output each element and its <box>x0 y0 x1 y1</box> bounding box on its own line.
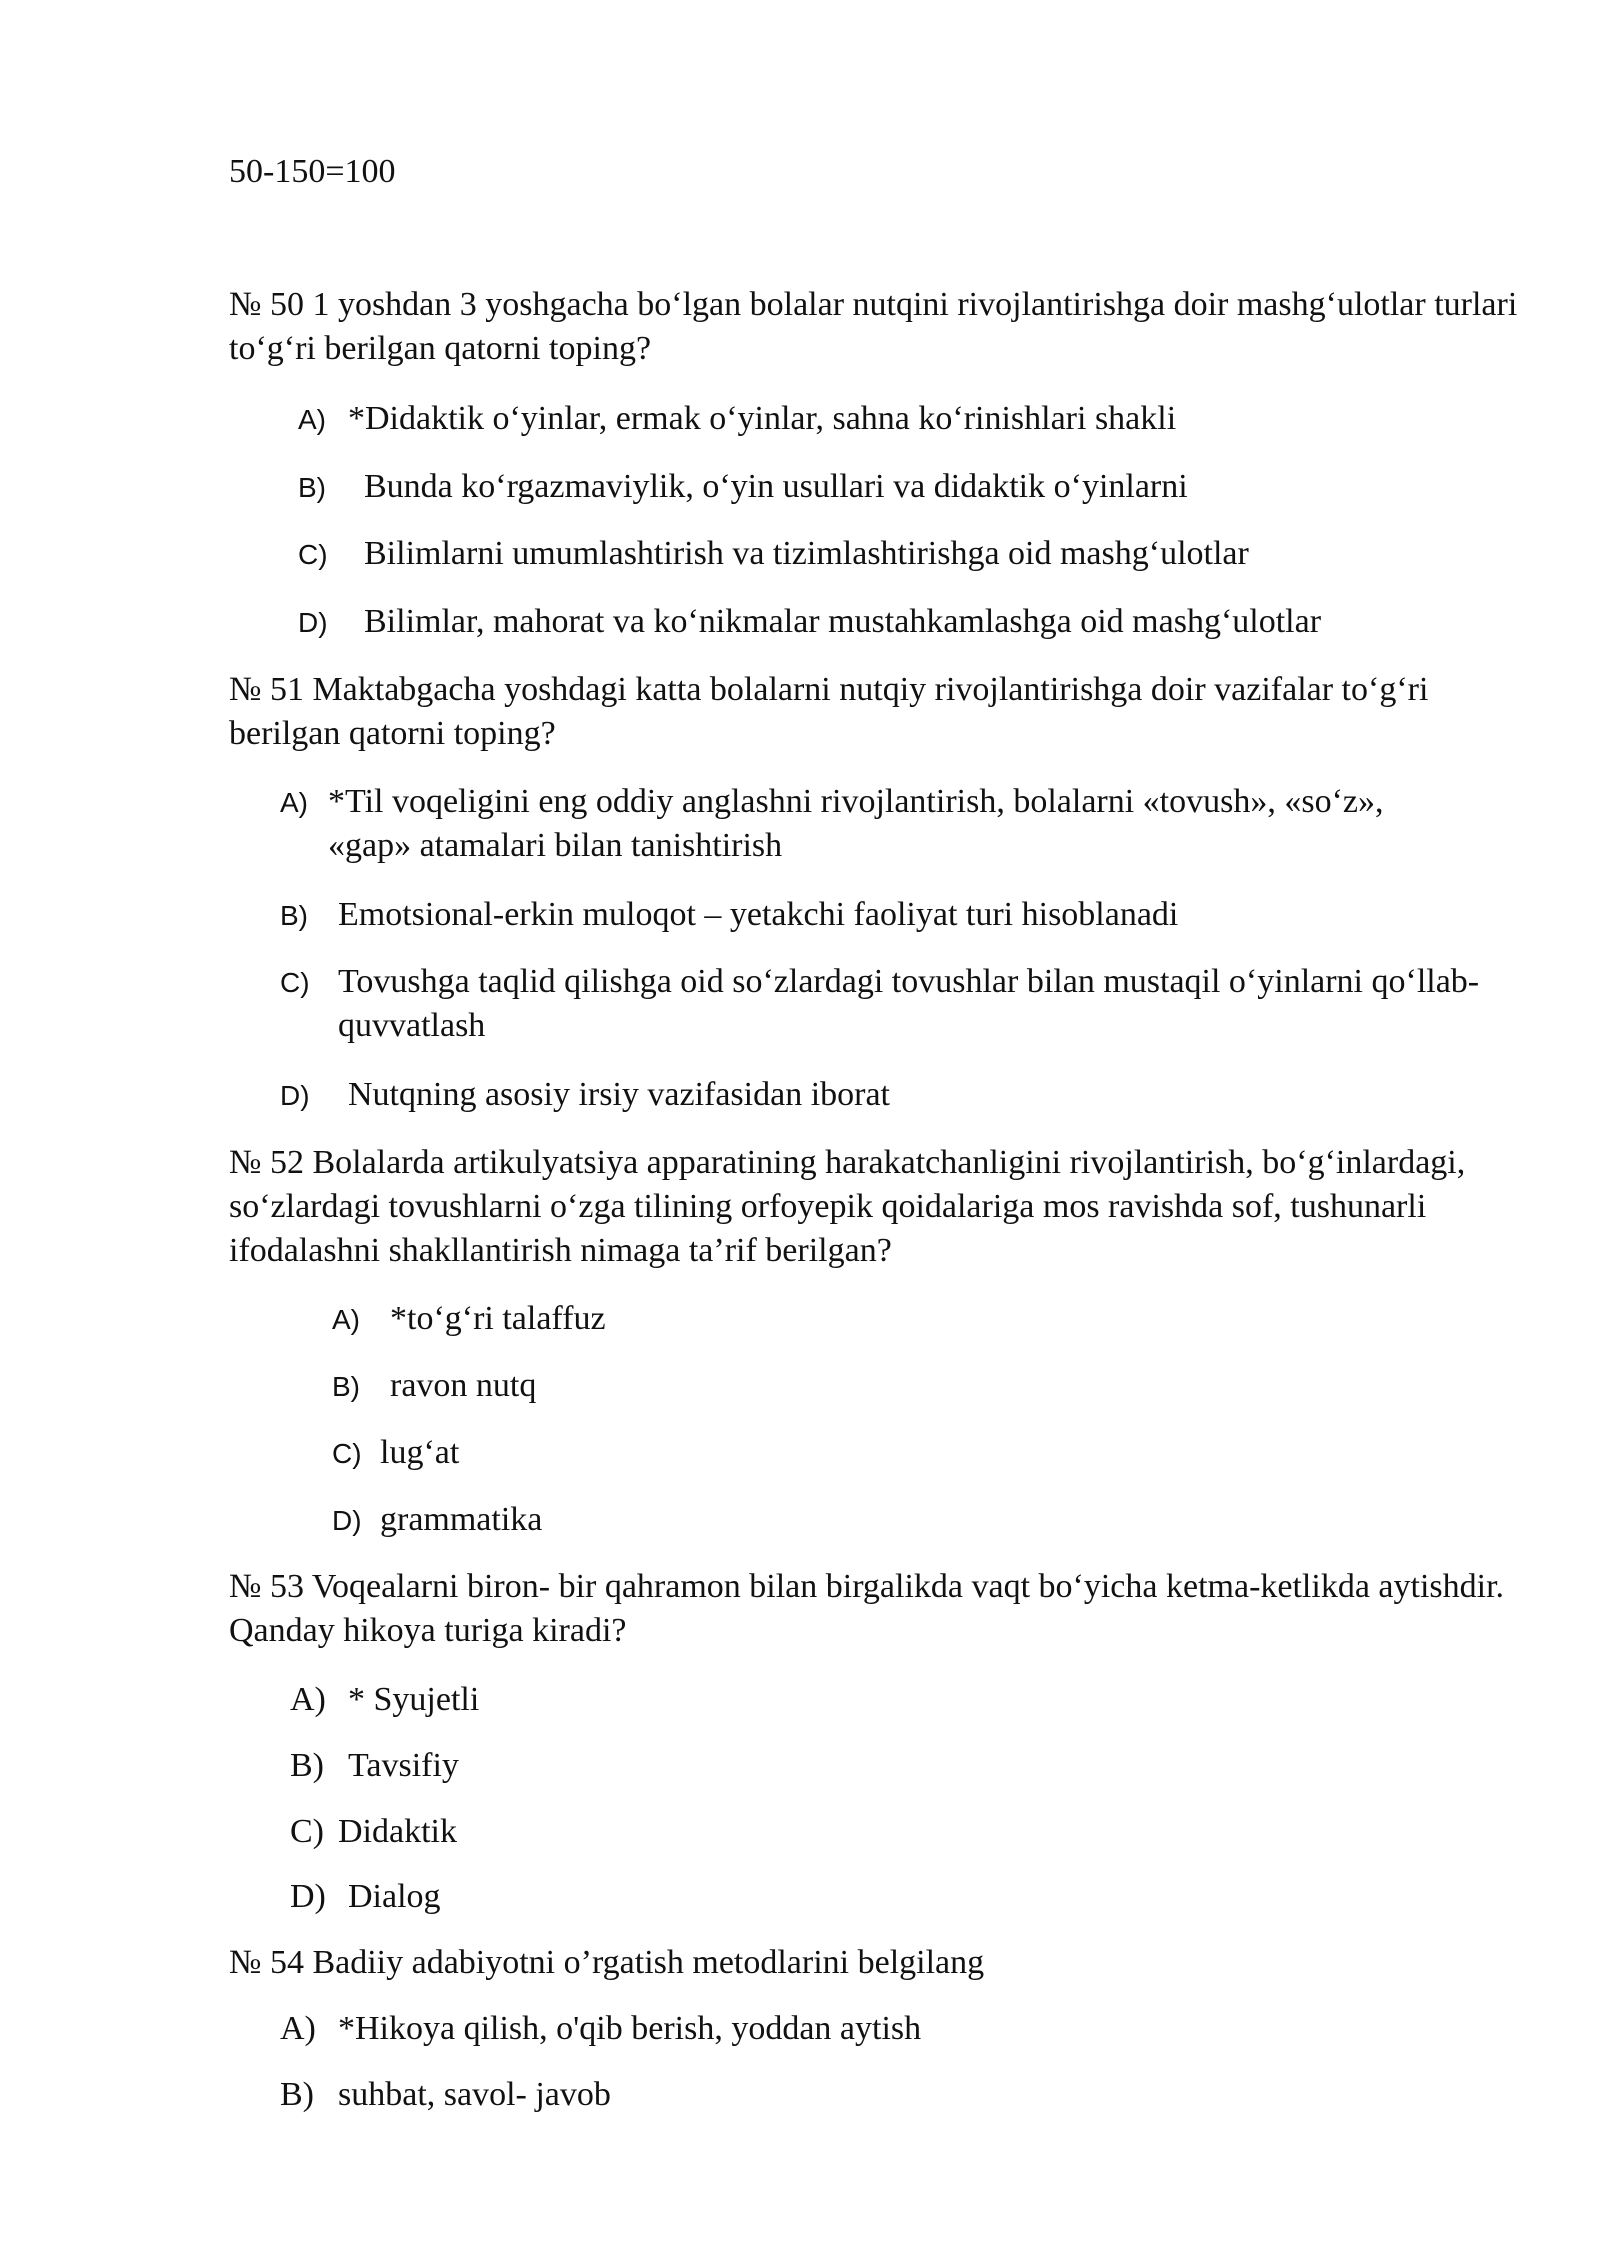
option-letter: C) <box>280 967 310 998</box>
question-50: № 50 1 yoshdan 3 yoshgacha bo‘lgan bolalar nutqini rivojlantirishga doir mashg‘ulotlar turlari to‘g‘ri berilgan qatorni toping? <box>229 286 1518 367</box>
option-letter: A) <box>332 1304 360 1335</box>
option-letter: C) <box>332 1438 362 1469</box>
option-52-d <box>332 1498 542 1543</box>
option-letter: B) <box>280 2076 314 2113</box>
option-52-b <box>332 1364 536 1409</box>
option-letter: B) <box>298 472 326 503</box>
option-54-a <box>280 2007 921 2051</box>
option-53-d <box>290 1875 441 1919</box>
option-text: *Hikoya qilish, o'qib berish, yoddan aytish <box>338 2010 922 2047</box>
question-52: № 52 Bolalarda artikulyatsiya apparatining harakatchanligini rivojlantirish, bo‘g‘inlardagi, so‘zlardagi tovushlarni o‘zga tilining orfoyepik qoidalariga mos ravishda sof, tushunarli ifodalashni shakllantirish nimaga ta’rif berilgan? <box>229 1144 1466 1269</box>
option-text: *to‘g‘ri talaffuz <box>390 1300 606 1337</box>
option-letter: D) <box>332 1505 362 1536</box>
option-50-d <box>298 600 1321 645</box>
option-letter: B) <box>290 1747 324 1784</box>
option-text: ravon nutq <box>390 1367 537 1404</box>
option-letter: D) <box>290 1878 326 1915</box>
option-53-c <box>290 1810 457 1854</box>
question-53: № 53 Voqealarni biron- bir qahramon bilan birgalikda vaqt bo‘yicha ketma-ketlikda aytishdir. Qanday hikoya turiga kiradi? <box>229 1568 1505 1649</box>
option-50-a <box>298 397 1176 442</box>
option-letter: B) <box>280 900 308 931</box>
option-text: Bunda ko‘rgazmaviylik, o‘yin usullari va didaktik o‘yinlarni <box>364 468 1188 505</box>
option-letter: C) <box>298 539 328 570</box>
option-53-b <box>290 1744 459 1788</box>
option-letter: C) <box>290 1813 324 1850</box>
option-text: Tovushga taqlid qilishga oid so‘zlardagi tovushlar bilan mustaqil o‘yinlarni qo‘llab-quvvatlash <box>338 963 1480 1044</box>
option-text: *Didaktik o‘yinlar, ermak o‘yinlar, sahna ko‘rinishlari shakli <box>348 400 1177 437</box>
option-52-c <box>332 1431 459 1476</box>
option-text: grammatika <box>380 1501 543 1538</box>
option-text: *Til voqeligini eng oddiy anglashni rivojlantirish, bolalarni «tovush», «so‘z», «gap» atamalari bilan tanishtirish <box>328 783 1384 864</box>
option-text: Dialog <box>348 1878 441 1915</box>
question-51: № 51 Maktabgacha yoshdagi katta bolalarni nutqiy rivojlantirishga doir vazifalar to‘g‘ri berilgan qatorni toping? <box>229 671 1429 752</box>
option-text: lug‘at <box>380 1434 460 1471</box>
option-text: Tavsifiy <box>348 1747 459 1784</box>
option-letter: D) <box>280 1080 310 1111</box>
option-text: * Syujetli <box>348 1681 480 1718</box>
option-50-b <box>298 465 1188 510</box>
option-text: Didaktik <box>338 1813 457 1850</box>
option-51-b <box>280 893 1178 938</box>
option-text: Emotsional-erkin muloqot – yetakchi faoliyat turi hisoblanadi <box>338 896 1179 933</box>
option-53-a <box>290 1678 479 1722</box>
option-letter: A) <box>290 1681 326 1718</box>
option-text: Nutqning asosiy irsiy vazifasidan iborat <box>348 1076 891 1113</box>
option-text: suhbat, savol- javob <box>338 2076 611 2113</box>
option-letter: A) <box>280 2010 316 2047</box>
option-letter: A) <box>298 404 326 435</box>
option-letter: A) <box>280 787 308 818</box>
option-54-b <box>280 2073 611 2117</box>
option-51-c <box>280 960 1488 1048</box>
option-50-c <box>298 532 1249 577</box>
option-text: Bilimlar, mahorat va ko‘nikmalar mustahkamlashga oid mashg‘ulotlar <box>364 603 1322 640</box>
option-51-a <box>280 780 1428 868</box>
option-letter: D) <box>298 607 328 638</box>
option-51-d <box>280 1073 890 1118</box>
question-54: № 54 Badiiy adabiyotni o’rgatish metodlarini belgilang <box>229 1944 985 1981</box>
option-letter: B) <box>332 1371 360 1402</box>
option-52-a <box>332 1297 606 1342</box>
option-text: Bilimlarni umumlashtirish va tizimlashtirishga oid mashg‘ulotlar <box>364 535 1249 572</box>
question-range: 50-150=100 <box>229 153 396 190</box>
